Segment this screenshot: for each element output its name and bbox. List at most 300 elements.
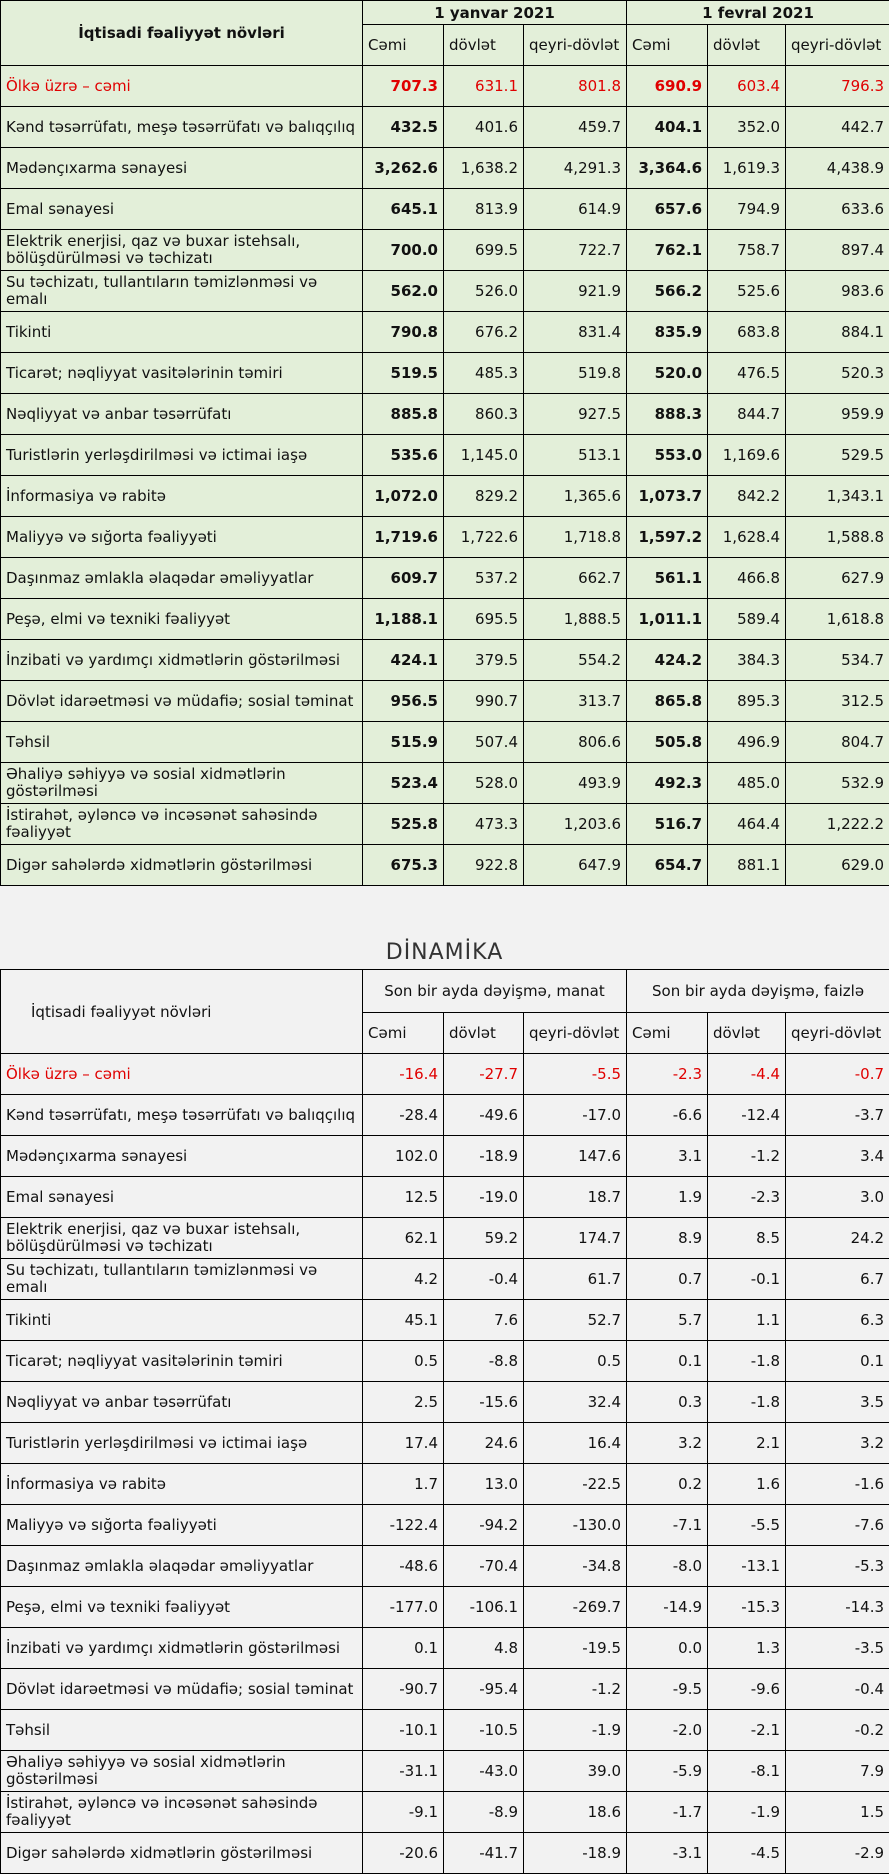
- subheader-nonstate: qeyri-dövlət: [786, 1013, 889, 1054]
- table-row: [1, 1587, 889, 1628]
- value-cell: 384.3: [708, 640, 786, 681]
- value-cell: 1,888.5: [524, 599, 627, 640]
- value-cell: 525.6: [708, 271, 786, 312]
- activity-label: Daşınmaz əmlakla əlaqədar əməliyyatlar: [1, 1546, 363, 1587]
- value-cell: 505.8: [627, 722, 708, 763]
- value-cell: -17.0: [524, 1095, 627, 1136]
- activity-label: Ölkə üzrə – cəmi: [1, 66, 363, 107]
- table-row: [1, 107, 889, 148]
- activity-label: Mədənçıxarma sənayesi: [1, 1136, 363, 1177]
- value-cell: -7.1: [627, 1505, 708, 1546]
- value-cell: -130.0: [524, 1505, 627, 1546]
- change-manat-header: Son bir ayda dəyişmə, manat: [363, 970, 627, 1013]
- table-row: [1, 230, 889, 271]
- value-cell: -1.2: [708, 1136, 786, 1177]
- value-cell: 379.5: [444, 640, 524, 681]
- table-row: [1, 1054, 889, 1095]
- table-row: [1, 1751, 889, 1792]
- value-cell: -12.4: [708, 1095, 786, 1136]
- subheader-nonstate: qeyri-dövlət: [524, 25, 627, 66]
- value-cell: 1,619.3: [708, 148, 786, 189]
- value-cell: 699.5: [444, 230, 524, 271]
- value-cell: -177.0: [363, 1587, 444, 1628]
- value-cell: 813.9: [444, 189, 524, 230]
- value-cell: 990.7: [444, 681, 524, 722]
- value-cell: -4.4: [708, 1054, 786, 1095]
- value-cell: -2.1: [708, 1710, 786, 1751]
- value-cell: 1,719.6: [363, 517, 444, 558]
- value-cell: -90.7: [363, 1669, 444, 1710]
- value-cell: 695.5: [444, 599, 524, 640]
- value-cell: 676.2: [444, 312, 524, 353]
- activity-label: Daşınmaz əmlakla əlaqədar əməliyyatlar: [1, 558, 363, 599]
- value-cell: -8.0: [627, 1546, 708, 1587]
- activity-label: Dövlət idarəetməsi və müdafiə; sosial təminat: [1, 681, 363, 722]
- value-cell: -1.9: [708, 1792, 786, 1833]
- value-cell: -27.7: [444, 1054, 524, 1095]
- value-cell: -1.7: [627, 1792, 708, 1833]
- value-cell: -122.4: [363, 1505, 444, 1546]
- value-cell: 485.0: [708, 763, 786, 804]
- value-cell: 804.7: [786, 722, 889, 763]
- period-header-february: 1 fevral 2021: [627, 1, 889, 25]
- value-cell: 790.8: [363, 312, 444, 353]
- value-cell: -2.9: [786, 1833, 889, 1874]
- value-cell: 881.1: [708, 845, 786, 886]
- value-cell: 0.1: [363, 1628, 444, 1669]
- value-cell: 535.6: [363, 435, 444, 476]
- table-row: [1, 763, 889, 804]
- value-cell: 2.5: [363, 1382, 444, 1423]
- value-cell: 1,365.6: [524, 476, 627, 517]
- value-cell: 464.4: [708, 804, 786, 845]
- value-cell: 1.7: [363, 1464, 444, 1505]
- value-cell: -20.6: [363, 1833, 444, 1874]
- activity-label: Emal sənayesi: [1, 189, 363, 230]
- value-cell: -3.1: [627, 1833, 708, 1874]
- table-row: [1, 148, 889, 189]
- value-cell: 52.7: [524, 1300, 627, 1341]
- value-cell: -1.8: [708, 1341, 786, 1382]
- activity-label: Peşə, elmi və texniki fəaliyyət: [1, 1587, 363, 1628]
- table-row: [1, 558, 889, 599]
- table-row: [1, 1423, 889, 1464]
- activity-label: İnformasiya və rabitə: [1, 476, 363, 517]
- value-cell: 888.3: [627, 394, 708, 435]
- value-cell: 806.6: [524, 722, 627, 763]
- table-row: [1, 1341, 889, 1382]
- value-cell: 4.8: [444, 1628, 524, 1669]
- value-cell: 956.5: [363, 681, 444, 722]
- value-cell: 174.7: [524, 1218, 627, 1259]
- table-row: [1, 312, 889, 353]
- value-cell: -8.8: [444, 1341, 524, 1382]
- activity-label: Turistlərin yerləşdirilməsi və ictimai iaşə: [1, 435, 363, 476]
- value-cell: 0.2: [627, 1464, 708, 1505]
- value-cell: 7.9: [786, 1751, 889, 1792]
- value-cell: 683.8: [708, 312, 786, 353]
- value-cell: 831.4: [524, 312, 627, 353]
- value-cell: -9.5: [627, 1669, 708, 1710]
- value-cell: -2.3: [627, 1054, 708, 1095]
- value-cell: 513.1: [524, 435, 627, 476]
- value-cell: 526.0: [444, 271, 524, 312]
- value-cell: 496.9: [708, 722, 786, 763]
- value-cell: 8.9: [627, 1218, 708, 1259]
- value-cell: 0.0: [627, 1628, 708, 1669]
- activity-label: Ticarət; nəqliyyat vasitələrinin təmiri: [1, 353, 363, 394]
- activity-label: Kənd təsərrüfatı, meşə təsərrüfatı və balıqçılıq: [1, 107, 363, 148]
- value-cell: -19.5: [524, 1628, 627, 1669]
- value-cell: 690.9: [627, 66, 708, 107]
- value-cell: -43.0: [444, 1751, 524, 1792]
- value-cell: 6.3: [786, 1300, 889, 1341]
- value-cell: 507.4: [444, 722, 524, 763]
- value-cell: 537.2: [444, 558, 524, 599]
- value-cell: 865.8: [627, 681, 708, 722]
- value-cell: -0.2: [786, 1710, 889, 1751]
- table-row: [1, 1710, 889, 1751]
- value-cell: 4,291.3: [524, 148, 627, 189]
- activity-label: Təhsil: [1, 1710, 363, 1751]
- subheader-total: Cəmi: [627, 25, 708, 66]
- activity-label: Elektrik enerjisi, qaz və buxar istehsalı, bölüşdürülməsi və təchizatı: [1, 1218, 363, 1259]
- table-row: [1, 394, 889, 435]
- value-cell: 895.3: [708, 681, 786, 722]
- value-cell: 1.1: [708, 1300, 786, 1341]
- value-cell: 5.7: [627, 1300, 708, 1341]
- value-cell: 1,145.0: [444, 435, 524, 476]
- value-cell: -18.9: [524, 1833, 627, 1874]
- value-cell: -0.4: [444, 1259, 524, 1300]
- value-cell: -95.4: [444, 1669, 524, 1710]
- value-cell: 922.8: [444, 845, 524, 886]
- value-cell: 45.1: [363, 1300, 444, 1341]
- activity-label: Maliyyə və sığorta fəaliyyəti: [1, 517, 363, 558]
- value-cell: -34.8: [524, 1546, 627, 1587]
- value-cell: 520.0: [627, 353, 708, 394]
- value-cell: 603.4: [708, 66, 786, 107]
- value-cell: 1,597.2: [627, 517, 708, 558]
- value-cell: 61.7: [524, 1259, 627, 1300]
- change-percent-header: Son bir ayda dəyişmə, faizlə: [627, 970, 889, 1013]
- value-cell: -1.9: [524, 1710, 627, 1751]
- value-cell: 627.9: [786, 558, 889, 599]
- activity-label: İnzibati və yardımçı xidmətlərin göstərilməsi: [1, 640, 363, 681]
- table-row: [1, 804, 889, 845]
- table-row: [1, 1833, 889, 1874]
- value-cell: 6.7: [786, 1259, 889, 1300]
- activity-label: Tikinti: [1, 1300, 363, 1341]
- value-cell: 927.5: [524, 394, 627, 435]
- value-cell: 3.2: [627, 1423, 708, 1464]
- subheader-nonstate: qeyri-dövlət: [524, 1013, 627, 1054]
- value-cell: 835.9: [627, 312, 708, 353]
- value-cell: -10.5: [444, 1710, 524, 1751]
- value-cell: 476.5: [708, 353, 786, 394]
- activity-label: İnformasiya və rabitə: [1, 1464, 363, 1505]
- value-cell: 4,438.9: [786, 148, 889, 189]
- value-cell: -1.8: [708, 1382, 786, 1423]
- value-cell: 401.6: [444, 107, 524, 148]
- value-cell: 554.2: [524, 640, 627, 681]
- value-cell: -13.1: [708, 1546, 786, 1587]
- value-cell: -28.4: [363, 1095, 444, 1136]
- value-cell: 801.8: [524, 66, 627, 107]
- value-cell: 1,073.7: [627, 476, 708, 517]
- value-cell: -2.3: [708, 1177, 786, 1218]
- table-row: [1, 353, 889, 394]
- activity-label: Ticarət; nəqliyyat vasitələrinin təmiri: [1, 1341, 363, 1382]
- value-cell: 609.7: [363, 558, 444, 599]
- value-cell: 1,343.1: [786, 476, 889, 517]
- value-cell: 885.8: [363, 394, 444, 435]
- value-cell: -5.3: [786, 1546, 889, 1587]
- dynamics-title: DİNAMİKA: [0, 940, 889, 965]
- table-row: [1, 1464, 889, 1505]
- table-row: [1, 1218, 889, 1259]
- value-cell: 675.3: [363, 845, 444, 886]
- value-cell: 24.2: [786, 1218, 889, 1259]
- activity-label: Su təchizatı, tullantıların təmizlənməsi və emalı: [1, 271, 363, 312]
- value-cell: 466.8: [708, 558, 786, 599]
- activity-label: Kənd təsərrüfatı, meşə təsərrüfatı və balıqçılıq: [1, 1095, 363, 1136]
- value-cell: 3.5: [786, 1382, 889, 1423]
- value-cell: -19.0: [444, 1177, 524, 1218]
- value-cell: 633.6: [786, 189, 889, 230]
- value-cell: -22.5: [524, 1464, 627, 1505]
- value-cell: -15.6: [444, 1382, 524, 1423]
- table-row: [1, 1095, 889, 1136]
- value-cell: 473.3: [444, 804, 524, 845]
- activity-column-header: İqtisadi fəaliyyət növləri: [1, 1, 363, 66]
- value-cell: 485.3: [444, 353, 524, 394]
- value-cell: 3.2: [786, 1423, 889, 1464]
- value-cell: 561.1: [627, 558, 708, 599]
- table-row: [1, 435, 889, 476]
- value-cell: -0.7: [786, 1054, 889, 1095]
- value-cell: 459.7: [524, 107, 627, 148]
- value-cell: 722.7: [524, 230, 627, 271]
- value-cell: -6.6: [627, 1095, 708, 1136]
- value-cell: 3.1: [627, 1136, 708, 1177]
- activity-label: Su təchizatı, tullantıların təmizlənməsi və emalı: [1, 1259, 363, 1300]
- activity-label: Ölkə üzrə – cəmi: [1, 1054, 363, 1095]
- subheader-total: Cəmi: [627, 1013, 708, 1054]
- table-row: [1, 1382, 889, 1423]
- table-row: [1, 845, 889, 886]
- table-row: [1, 722, 889, 763]
- activity-label: Əhaliyə səhiyyə və sosial xidmətlərin göstərilməsi: [1, 763, 363, 804]
- value-cell: 39.0: [524, 1751, 627, 1792]
- activity-label: Emal sənayesi: [1, 1177, 363, 1218]
- salary-table: [0, 0, 889, 886]
- table-row: [1, 1669, 889, 1710]
- value-cell: 657.6: [627, 189, 708, 230]
- value-cell: -269.7: [524, 1587, 627, 1628]
- value-cell: 654.7: [627, 845, 708, 886]
- value-cell: -8.1: [708, 1751, 786, 1792]
- value-cell: -5.5: [708, 1505, 786, 1546]
- value-cell: 8.5: [708, 1218, 786, 1259]
- value-cell: -0.1: [708, 1259, 786, 1300]
- value-cell: 1.3: [708, 1628, 786, 1669]
- value-cell: -49.6: [444, 1095, 524, 1136]
- value-cell: -9.1: [363, 1792, 444, 1833]
- value-cell: 313.7: [524, 681, 627, 722]
- value-cell: -70.4: [444, 1546, 524, 1587]
- value-cell: -3.5: [786, 1628, 889, 1669]
- activity-label: Digər sahələrdə xidmətlərin göstərilməsi: [1, 845, 363, 886]
- value-cell: 884.1: [786, 312, 889, 353]
- value-cell: -106.1: [444, 1587, 524, 1628]
- value-cell: 645.1: [363, 189, 444, 230]
- table-row: [1, 640, 889, 681]
- value-cell: 62.1: [363, 1218, 444, 1259]
- table-row: [1, 476, 889, 517]
- value-cell: 629.0: [786, 845, 889, 886]
- activity-label: Nəqliyyat və anbar təsərrüfatı: [1, 1382, 363, 1423]
- subheader-total: Cəmi: [363, 25, 444, 66]
- value-cell: -48.6: [363, 1546, 444, 1587]
- table-row: [1, 517, 889, 558]
- value-cell: 707.3: [363, 66, 444, 107]
- value-cell: 102.0: [363, 1136, 444, 1177]
- value-cell: -5.9: [627, 1751, 708, 1792]
- table-row: [1, 1177, 889, 1218]
- value-cell: 7.6: [444, 1300, 524, 1341]
- value-cell: 589.4: [708, 599, 786, 640]
- value-cell: 844.7: [708, 394, 786, 435]
- value-cell: 0.5: [363, 1341, 444, 1382]
- value-cell: 562.0: [363, 271, 444, 312]
- value-cell: 3,262.6: [363, 148, 444, 189]
- value-cell: 566.2: [627, 271, 708, 312]
- value-cell: 493.9: [524, 763, 627, 804]
- subheader-nonstate: qeyri-dövlət: [786, 25, 889, 66]
- value-cell: 432.5: [363, 107, 444, 148]
- activity-label: Turistlərin yerləşdirilməsi və ictimai iaşə: [1, 1423, 363, 1464]
- value-cell: 1,011.1: [627, 599, 708, 640]
- value-cell: 2.1: [708, 1423, 786, 1464]
- table-row: [1, 1300, 889, 1341]
- value-cell: 312.5: [786, 681, 889, 722]
- value-cell: 1,072.0: [363, 476, 444, 517]
- value-cell: -1.2: [524, 1669, 627, 1710]
- activity-label: Tikinti: [1, 312, 363, 353]
- value-cell: 662.7: [524, 558, 627, 599]
- value-cell: 829.2: [444, 476, 524, 517]
- value-cell: 13.0: [444, 1464, 524, 1505]
- activity-label: Əhaliyə səhiyyə və sosial xidmətlərin göstərilməsi: [1, 1751, 363, 1792]
- value-cell: 921.9: [524, 271, 627, 312]
- table-row: [1, 1546, 889, 1587]
- value-cell: 525.8: [363, 804, 444, 845]
- value-cell: 32.4: [524, 1382, 627, 1423]
- value-cell: 424.2: [627, 640, 708, 681]
- value-cell: -94.2: [444, 1505, 524, 1546]
- value-cell: 1.6: [708, 1464, 786, 1505]
- value-cell: 1,188.1: [363, 599, 444, 640]
- activity-label: Maliyyə və sığorta fəaliyyəti: [1, 1505, 363, 1546]
- value-cell: 59.2: [444, 1218, 524, 1259]
- table-row: [1, 1136, 889, 1177]
- value-cell: 520.3: [786, 353, 889, 394]
- value-cell: 700.0: [363, 230, 444, 271]
- subheader-state: dövlət: [444, 25, 524, 66]
- value-cell: -1.6: [786, 1464, 889, 1505]
- activity-label: Peşə, elmi və texniki fəaliyyət: [1, 599, 363, 640]
- value-cell: 24.6: [444, 1423, 524, 1464]
- value-cell: 404.1: [627, 107, 708, 148]
- value-cell: 17.4: [363, 1423, 444, 1464]
- value-cell: 1,169.6: [708, 435, 786, 476]
- value-cell: -2.0: [627, 1710, 708, 1751]
- table-row: [1, 66, 889, 107]
- value-cell: 529.5: [786, 435, 889, 476]
- activity-label: Elektrik enerjisi, qaz və buxar istehsalı, bölüşdürülməsi və təchizatı: [1, 230, 363, 271]
- value-cell: -10.1: [363, 1710, 444, 1751]
- value-cell: 1,628.4: [708, 517, 786, 558]
- period-header-january: 1 yanvar 2021: [363, 1, 627, 25]
- value-cell: 3.0: [786, 1177, 889, 1218]
- value-cell: 519.8: [524, 353, 627, 394]
- value-cell: 796.3: [786, 66, 889, 107]
- value-cell: 3,364.6: [627, 148, 708, 189]
- value-cell: 1,203.6: [524, 804, 627, 845]
- value-cell: 614.9: [524, 189, 627, 230]
- value-cell: -8.9: [444, 1792, 524, 1833]
- activity-column-header: İqtisadi fəaliyyət növləri: [1, 970, 363, 1054]
- value-cell: -7.6: [786, 1505, 889, 1546]
- value-cell: 515.9: [363, 722, 444, 763]
- value-cell: 1,618.8: [786, 599, 889, 640]
- value-cell: 0.1: [786, 1341, 889, 1382]
- value-cell: 18.7: [524, 1177, 627, 1218]
- activity-label: Dövlət idarəetməsi və müdafiə; sosial təminat: [1, 1669, 363, 1710]
- dynamics-table: [0, 969, 889, 1874]
- value-cell: 1.9: [627, 1177, 708, 1218]
- value-cell: 794.9: [708, 189, 786, 230]
- value-cell: 0.5: [524, 1341, 627, 1382]
- activity-label: Mədənçıxarma sənayesi: [1, 148, 363, 189]
- table-row: [1, 271, 889, 312]
- value-cell: -15.3: [708, 1587, 786, 1628]
- value-cell: 860.3: [444, 394, 524, 435]
- value-cell: 0.3: [627, 1382, 708, 1423]
- value-cell: -14.3: [786, 1587, 889, 1628]
- subheader-state: dövlət: [708, 1013, 786, 1054]
- activity-label: Nəqliyyat və anbar təsərrüfatı: [1, 394, 363, 435]
- value-cell: 442.7: [786, 107, 889, 148]
- table-row: [1, 1628, 889, 1669]
- value-cell: 1.5: [786, 1792, 889, 1833]
- value-cell: -3.7: [786, 1095, 889, 1136]
- value-cell: 897.4: [786, 230, 889, 271]
- table-row: [1, 1259, 889, 1300]
- value-cell: 983.6: [786, 271, 889, 312]
- value-cell: 12.5: [363, 1177, 444, 1218]
- value-cell: 16.4: [524, 1423, 627, 1464]
- value-cell: 352.0: [708, 107, 786, 148]
- value-cell: 959.9: [786, 394, 889, 435]
- activity-label: İstirahət, əyləncə və incəsənət sahəsində fəaliyyət: [1, 1792, 363, 1833]
- table-row: [1, 681, 889, 722]
- value-cell: -16.4: [363, 1054, 444, 1095]
- value-cell: 1,718.8: [524, 517, 627, 558]
- subheader-state: dövlət: [444, 1013, 524, 1054]
- value-cell: -9.6: [708, 1669, 786, 1710]
